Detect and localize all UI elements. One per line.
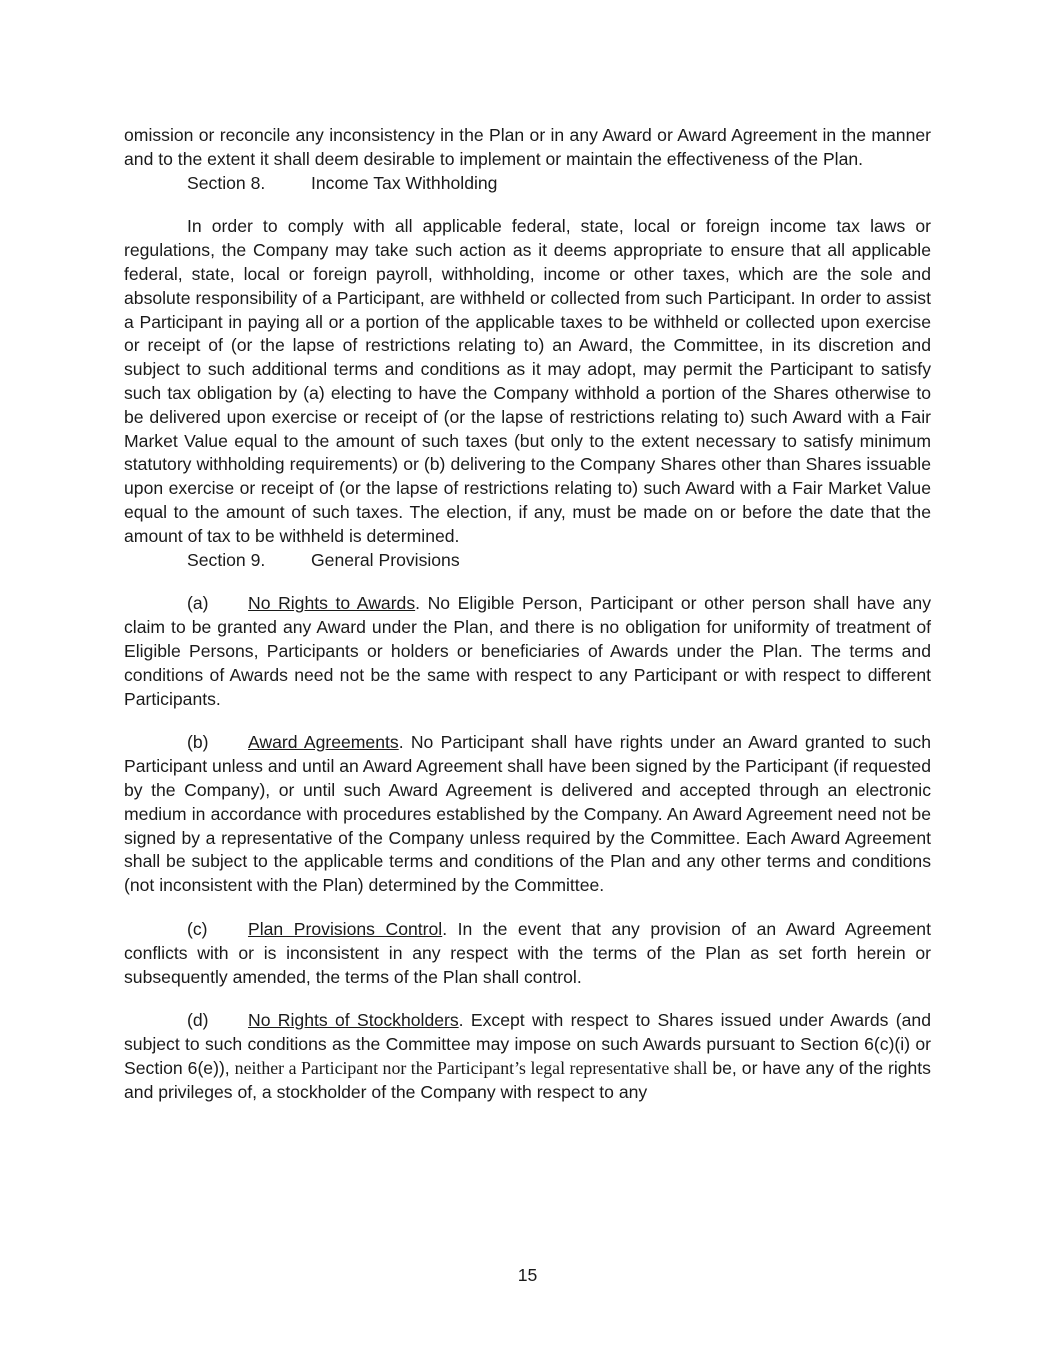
provision-d-text-end: be, or have any of the rights and privileges of, a stockholder of the Company with respect to any xyxy=(124,1057,931,1102)
provision-c-text: . In the event that any provision of an Award Agreement conflicts with or is inconsistent in any respect with the terms of the Plan as set forth herein or subsequently amended, the terms of the Plan shall control. xyxy=(124,918,931,987)
document-page xyxy=(124,124,931,1104)
provision-c-label: (c) xyxy=(187,918,208,939)
provision-c-heading: Plan Provisions Control xyxy=(248,918,443,939)
provision-a-heading: No Rights to Awards xyxy=(248,593,416,614)
provision-a-text: . No Eligible Person, Participant or other person shall have any claim to be granted any Award under the Plan, and there is no obligation for uniformity of treatment of Eligible Persons, Participants or holders or beneficiaries of Awards under the Plan. The terms and conditions of Awards need not be the same with respect to any Participant or with respect to different Participants. xyxy=(124,593,931,709)
section-9-title: General Provisions xyxy=(311,549,460,570)
provision-b-text: . No Participant shall have rights under an Award granted to such Participant unless and until an Award Agreement shall have been signed by the Participant (if requested by the Company), or until such Award Agreement is delivered and accepted through an electronic medium in accordance with procedures established by the Company. An Award Agreement need not be signed by a representative of the Company unless required by the Committee. Each Award Agreement shall be subject to the applicable terms and conditions of the Plan and any other terms and conditions (not inconsistent with the Plan) determined by the Committee. xyxy=(124,732,931,896)
provision-c xyxy=(124,918,931,989)
provision-b xyxy=(124,731,931,898)
section-8-heading xyxy=(124,172,931,196)
section-8-number: Section 8. xyxy=(187,172,266,193)
section-8-body: In order to comply with all applicable federal, state, local or foreign income tax laws or regulations, the Company may take such action as it deems appropriate to ensure that all applicable federal, state, local or foreign payroll, withholding, income or other taxes, which are the sole and absolute responsibility of a Participant, are withheld or collected from such Participant. In order to assist a Participant in paying all or a portion of the applicable taxes to be withheld or collected upon exercise or receipt of (or the lapse of restrictions relating to) an Award, the Committee, in its discretion and subject to such additional terms and conditions as it may adopt, may permit the Participant to satisfy such tax obligation by (a) electing to have the Company withhold a portion of the Shares otherwise to be delivered upon exercise or receipt of (or the lapse of restrictions relating to) such Award with a Fair Market Value equal to the amount of such taxes (but only to the extent necessary to satisfy minimum statutory withholding requirements) or (b) delivering to the Company Shares other than Shares issuable upon exercise or receipt of (or the lapse of restrictions relating to) such Award with a Fair Market Value equal to the amount of such taxes. The election, if any, must be made on or before the date that the amount of tax to be withheld is determined. xyxy=(124,216,931,546)
provision-b-heading: Award Agreements xyxy=(248,732,399,753)
provision-d xyxy=(124,1009,931,1104)
provision-d-heading: No Rights of Stockholders xyxy=(248,1010,459,1031)
section-8-title: Income Tax Withholding xyxy=(311,172,498,193)
provision-d-label: (d) xyxy=(187,1010,209,1031)
provision-d-text: . Except with respect to Shares issued under Awards (and subject to such conditions as the Committee may impose on such Awards pursuant to Section 6(c)(i) or Section 6(e)), xyxy=(124,1010,931,1078)
section-9-heading xyxy=(124,549,931,573)
provision-a-label: (a) xyxy=(187,593,209,614)
intro-paragraph: omission or reconcile any inconsistency in the Plan or in any Award or Award Agreement in the manner and to the extent it shall deem desirable to implement or maintain the effectiveness of the Plan. xyxy=(124,125,931,169)
section-9-number: Section 9. xyxy=(187,549,266,570)
provision-a xyxy=(124,592,931,711)
provision-b-label: (b) xyxy=(187,732,209,753)
page-number: 15 xyxy=(517,1265,538,1285)
provision-d-text-serif: neither a Participant nor the Participant’s legal representative shall xyxy=(234,1057,708,1078)
